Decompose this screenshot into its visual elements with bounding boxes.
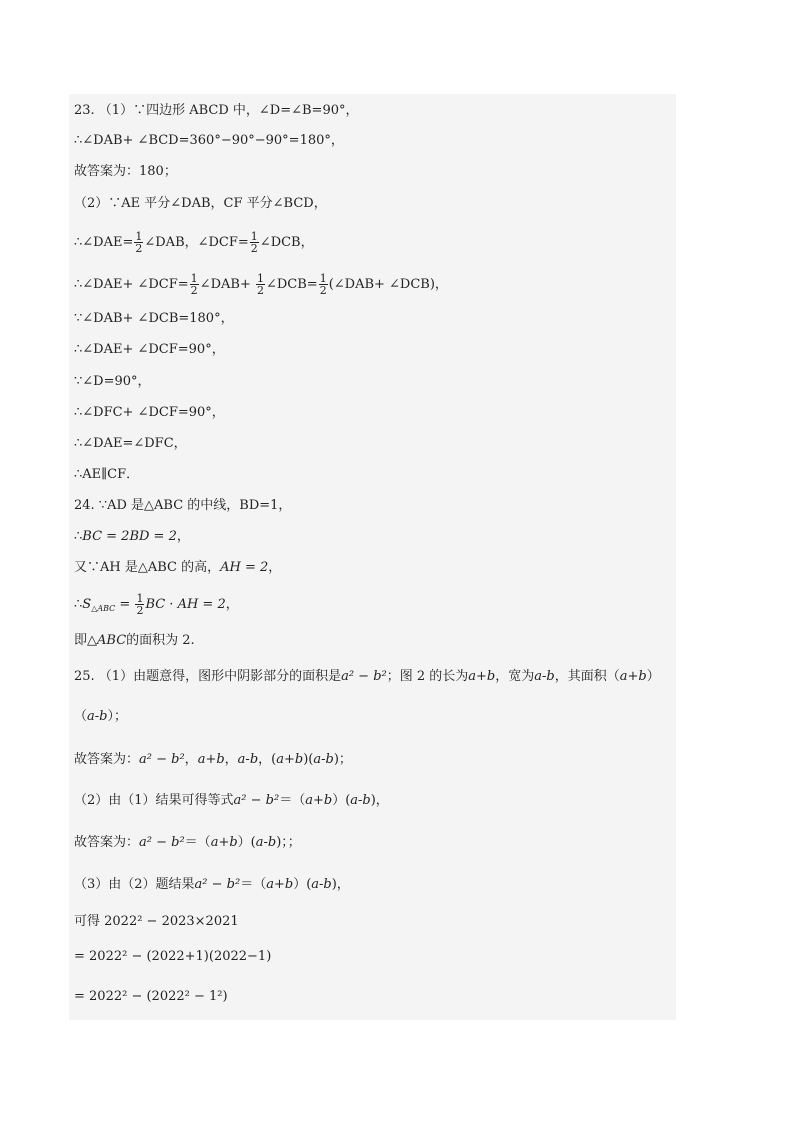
math-expression: a+b	[468, 669, 496, 684]
q25-line-2	[74, 708, 127, 726]
text-segment: ∴∠DAE+ ∠DCF=	[74, 277, 189, 292]
text-segment: (∠DAB+ ∠DCB)，	[328, 277, 448, 292]
text-segment: ∴∠DAE=	[74, 235, 134, 250]
fraction	[256, 273, 265, 296]
q23-line-4: （2）∵AE 平分∠DAB，CF 平分∠BCD，	[74, 196, 327, 211]
text-segment: )；	[333, 752, 352, 767]
math-expression: a-b	[255, 835, 277, 850]
q24-line-1: 24. ∵AD 是△ABC 的中线，BD=1，	[74, 498, 292, 513]
text-segment: ∠DCB，	[259, 235, 314, 250]
fraction	[135, 593, 144, 616]
text-segment: ，	[268, 560, 282, 575]
q25-line-8: = 2022² − (2022+1)(2022−1)	[74, 949, 272, 964]
fraction-numerator: 1	[256, 272, 264, 285]
q23-line-9: ∵∠D=90°，	[74, 374, 151, 389]
text-segment: ，(	[258, 752, 277, 767]
fraction	[134, 231, 143, 254]
math-expression: a-b	[311, 877, 332, 892]
math-expression: a+b	[276, 752, 304, 767]
text-segment: ∠DAB，∠DCF=	[144, 235, 249, 250]
text-segment: ∠DCB=	[265, 277, 318, 292]
text-segment: 故答案为：	[74, 752, 140, 767]
text-segment: ）(	[293, 877, 312, 892]
q23-line-5	[74, 231, 314, 254]
text-segment: ，	[225, 597, 239, 612]
text-segment: 故答案为：	[74, 835, 140, 850]
q24-line-4	[74, 593, 239, 618]
area-subscript: △ABC	[91, 604, 116, 613]
text-segment: 即	[74, 633, 88, 648]
area-symbol: S	[82, 597, 92, 612]
q25-line-6	[74, 876, 350, 894]
q23-line-7: ∵∠DAB+ ∠DCB=180°，	[74, 311, 234, 326]
q25-line-3	[74, 751, 352, 769]
text-segment: ；图 2 的长为	[386, 669, 469, 684]
text-segment: )，	[370, 793, 389, 808]
q23-line-11: ∴∠DAE=∠DFC，	[74, 436, 187, 451]
math-expression: a² − b²	[341, 669, 387, 684]
text-segment: ）(	[332, 793, 351, 808]
text-segment: ，其面积（	[554, 669, 620, 684]
q23-line-10: ∴∠DFC+ ∠DCF=90°，	[74, 405, 225, 420]
math-expression: a+b	[305, 793, 333, 808]
math-expression: a+b	[619, 669, 647, 684]
q23-line-3: 故答案为：180；	[74, 164, 177, 179]
fraction-numerator: 1	[319, 272, 327, 285]
text-segment: ，	[184, 752, 198, 767]
text-segment: ＝（	[240, 877, 267, 892]
math-expression: a² − b²	[139, 752, 185, 767]
math-expression: a-b	[350, 793, 371, 808]
text-segment: ∠DAB+	[199, 277, 255, 292]
q23-line-1: 23. （1）∵四边形 ABCD 中，∠D=∠B=90°，	[74, 103, 359, 118]
text-segment: ）；	[107, 709, 127, 724]
q23-line-6	[74, 273, 448, 296]
q24-line-2	[74, 528, 190, 546]
math-expression: a² − b²	[233, 793, 280, 808]
math-expression: AH = 2	[220, 560, 269, 575]
q25-line-4	[74, 792, 389, 810]
math-expression: a² − b²	[139, 835, 185, 850]
math-expression: BC · AH = 2	[145, 597, 226, 612]
math-expression: a-b	[87, 709, 108, 724]
fraction	[190, 273, 199, 296]
fraction-numerator: 1	[190, 272, 198, 285]
text-segment: （3）由（2）题结果	[74, 877, 195, 892]
text-segment: )(	[303, 752, 314, 767]
q23-line-12: ∴AE∥CF．	[74, 467, 140, 482]
q25-line-1	[74, 668, 660, 686]
fraction-denominator: 2	[250, 242, 258, 255]
text-segment: ，	[224, 752, 238, 767]
math-expression: a-b	[313, 752, 334, 767]
fraction-numerator: 1	[135, 230, 143, 243]
q25-line-5	[74, 834, 301, 852]
fraction-numerator: 1	[136, 592, 144, 605]
math-expression: a+b	[197, 752, 225, 767]
text-segment: ）(	[237, 835, 256, 850]
q23-line-2: ∴∠DAB+ ∠BCD=360°−90°−90°=180°，	[74, 133, 344, 148]
text-segment: ∴	[74, 597, 83, 612]
text-segment: （2）由（1）结果可得等式	[74, 793, 234, 808]
q24-line-5	[74, 632, 195, 650]
text-segment: ，	[176, 529, 190, 544]
fraction	[319, 273, 328, 296]
text-segment: 25. （1）由题意得，图形中阴影部分的面积是	[74, 669, 342, 684]
text-segment: ，宽为	[495, 669, 535, 684]
text-segment: （	[74, 709, 88, 724]
fraction-denominator: 2	[190, 284, 198, 297]
fraction-denominator: 2	[319, 284, 327, 297]
text-segment: 又∵AH 是△ABC 的高，	[74, 560, 221, 575]
q24-line-3	[74, 559, 281, 577]
math-expression: a-b	[534, 669, 555, 684]
q23-line-8: ∴∠DAE+ ∠DCF=90°，	[74, 342, 225, 357]
text-segment: 的面积为 2.	[126, 633, 195, 648]
text-segment: )，	[331, 877, 350, 892]
fraction	[250, 231, 259, 254]
text-segment: ）	[646, 669, 660, 684]
math-expression: △ABC	[87, 633, 127, 648]
fraction-denominator: 2	[256, 284, 264, 297]
text-segment: ∴	[74, 529, 83, 544]
math-expression: a+b	[266, 877, 294, 892]
math-expression: a² − b²	[194, 877, 241, 892]
text-segment: )；；	[276, 835, 301, 850]
fraction-denominator: 2	[135, 242, 143, 255]
math-expression: a-b	[237, 752, 259, 767]
q25-line-7: 可得 2022² − 2023×2021	[74, 914, 239, 929]
math-expression: a+b	[210, 835, 238, 850]
text-segment: ＝（	[184, 835, 211, 850]
text-segment: ＝（	[279, 793, 306, 808]
fraction-numerator: 1	[250, 230, 258, 243]
solution-content	[69, 94, 676, 1020]
fraction-denominator: 2	[136, 604, 144, 617]
math-expression: BC = 2BD = 2	[82, 529, 177, 544]
q25-line-9: = 2022² − (2022² − 1²)	[74, 989, 228, 1004]
text-segment: =	[115, 597, 135, 612]
